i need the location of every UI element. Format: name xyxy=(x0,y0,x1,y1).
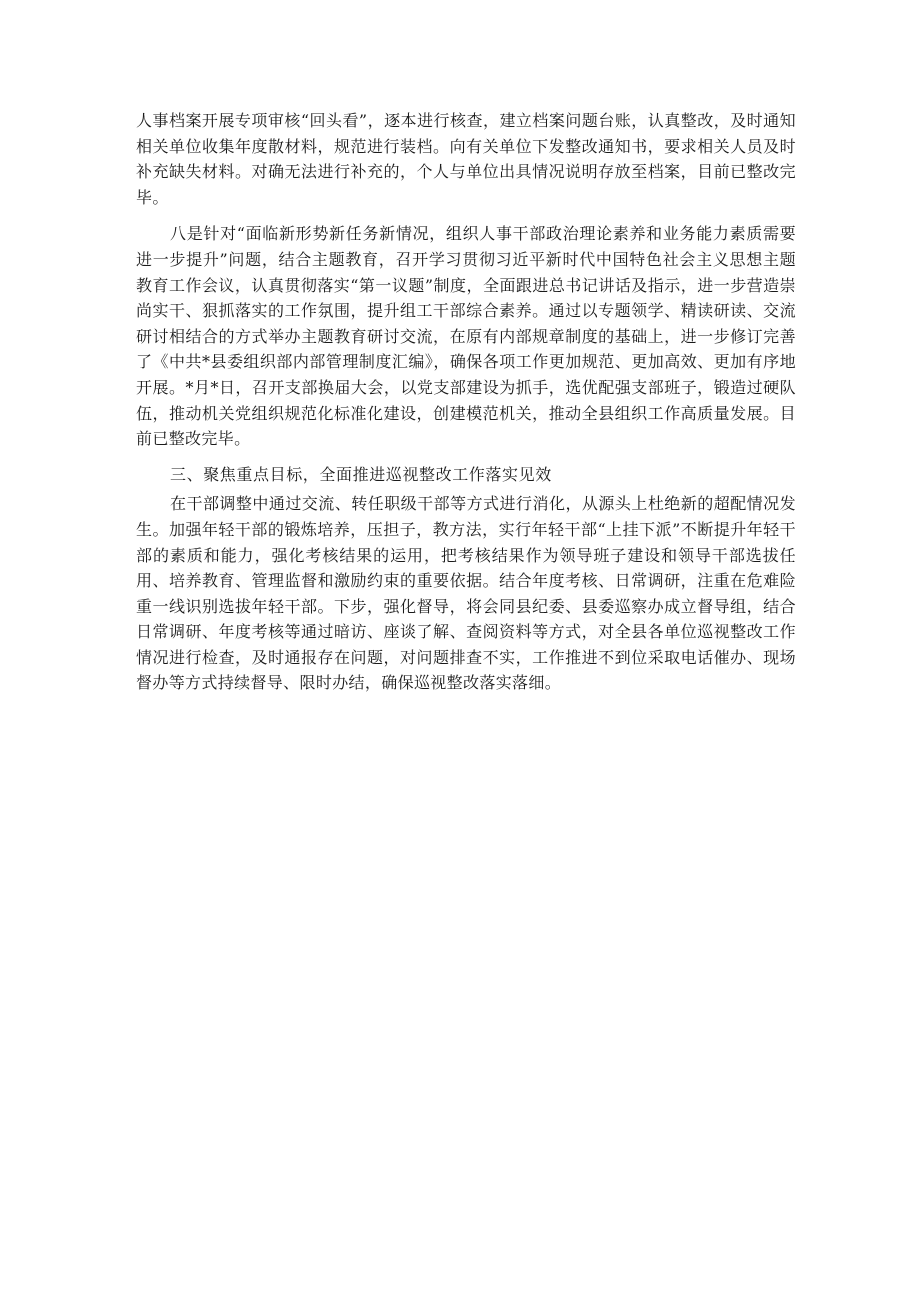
paragraph-archive-review: 人事档案开展专项审核“回头看”，逐本进行核查，建立档案问题台账，认真整改，及时通知相关单位收集年度散材料，规范进行装档。向有关单位下发整改通知书，要求相关人员及时补充缺失材料。对确无法进行补充的，个人与单位出具情况说明存放至档案，目前已整改完毕。 xyxy=(136,111,796,207)
paragraph-item-eight: 八是针对“面临新形势新任务新情况，组织人事干部政治理论素养和业务能力素质需要进一步提升”问题，结合主题教育，召开学习贯彻习近平新时代中国特色社会主义思想主题教育工作会议，认真贯彻落实“第一议题”制度，全面跟进总书记讲话及指示，进一步营造崇尚实干、狠抓落实的工作氛围，提升组工干部综合素养。通过以专题领学、精读研读、交流研讨相结合的方式举办主题教育研讨交流，在原有内部规章制度的基础上，进一步修订完善了《中共*县委组织部内部管理制度汇编》，确保各项工作更加规范、更加高效、更加有序地开展。*月*日，召开支部换届大会，以党支部建设为抓手，选优配强支部班子，锻造过硬队伍，推动机关党组织规范化标准化建设，创建模范机关，推动全县组织工作高质量发展。目前已整改完毕。 xyxy=(136,224,796,449)
paragraph-section-three-body: 在干部调整中通过交流、转任职级干部等方式进行消化，从源头上杜绝新的超配情况发生。加强年轻干部的锻炼培养，压担子，教方法，实行年轻干部“上挂下派”不断提升年轻干部的素质和能力，强化考核结果的运用，把考核结果作为领导班子建设和领导干部选拔任用、培养教育、管理监督和激励约束的重要依据。结合年度考核、日常调研，注重在危难险重一线识别选拔年轻干部。下步，强化督导，将会同县纪委、县委巡察办成立督导组，结合日常调研、年度考核等通过暗访、座谈了解、查阅资料等方式，对全县各单位巡视整改工作情况进行检查，及时通报存在问题，对问题排查不实，工作推进不到位采取电话催办、现场督办等方式持续督导、限时办结，确保巡视整改落实落细。 xyxy=(136,494,796,693)
section-heading-three: 三、聚焦重点目标，全面推进巡视整改工作落实见效 xyxy=(170,464,552,484)
document-page xyxy=(136,108,796,696)
